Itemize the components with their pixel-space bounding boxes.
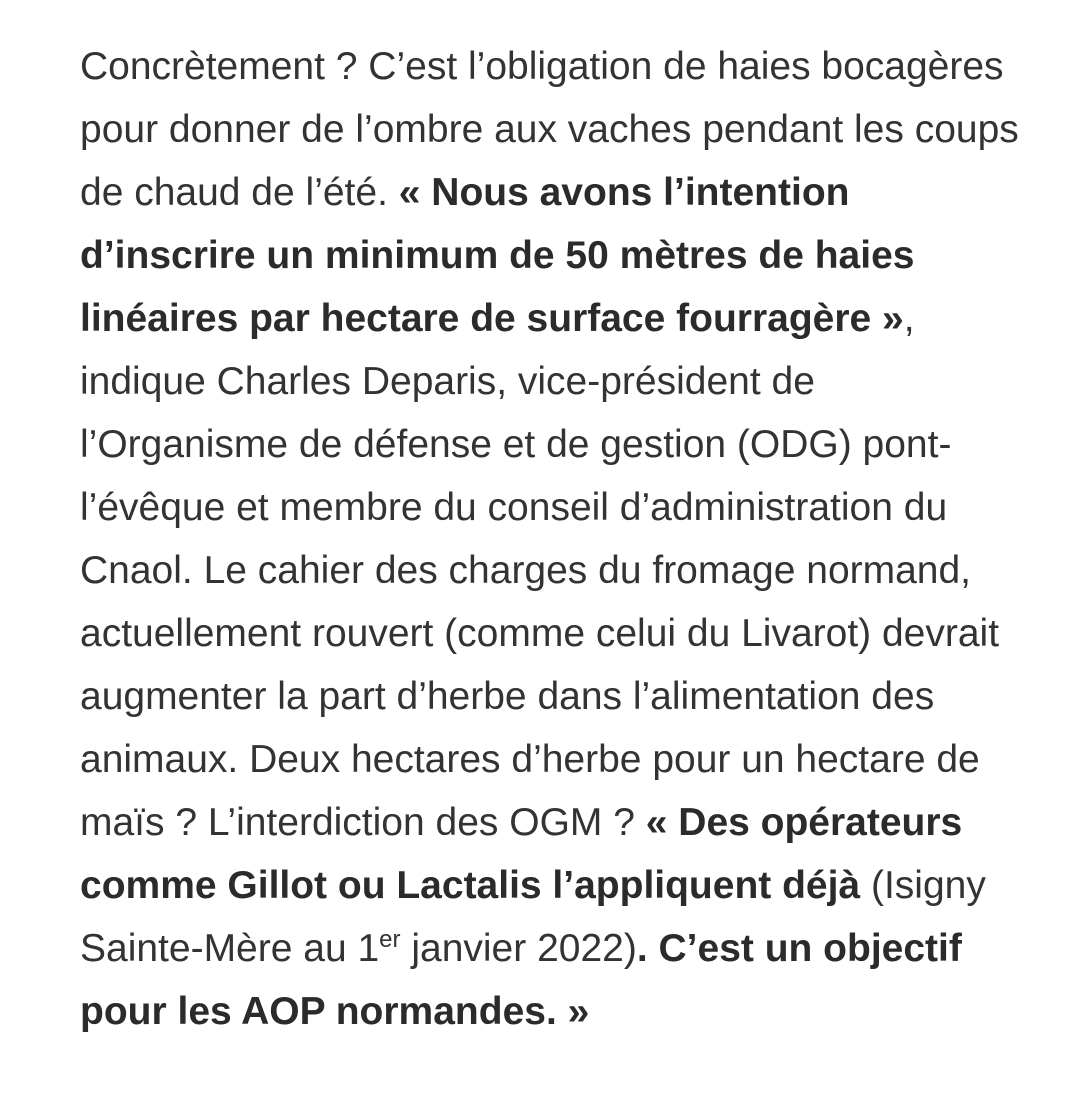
text-date: janvier 2022): [400, 927, 637, 970]
quote-objective: . C’est un objectif pour les AOP normandes. »: [80, 927, 962, 1033]
ordinal-superscript: er: [379, 926, 401, 953]
quote-operators: « Des opérateurs comme Gillot ou Lactalis l’appliquent déjà: [80, 801, 963, 907]
text-attribution: , indique Charles Deparis, vice-président de l’Organisme de défense et de gestion (ODG) pont-l’évêque et membre du conseil d’administration du Cnaol. Le cahier des charges du fromage normand, actuellement rouvert (comme celui du Livarot) devrait augmenter la part d’herbe dans l’alimentation des animaux. Deux hectares d’herbe pour un hectare de maïs ? L’interdiction des OGM ?: [80, 297, 1000, 844]
text-isigny: (Isigny Sainte-Mère au 1: [80, 864, 986, 970]
text-intro: Concrètement ? C’est l’obligation de haies bocagères pour donner de l’ombre aux vaches pendant les coups de chaud de l’été.: [80, 45, 1019, 214]
quote-hedges: « Nous avons l’intention d’inscrire un minimum de 50 mètres de haies linéaires par hectare de surface fourragère »: [80, 171, 915, 340]
article-paragraph: [80, 35, 1020, 1043]
